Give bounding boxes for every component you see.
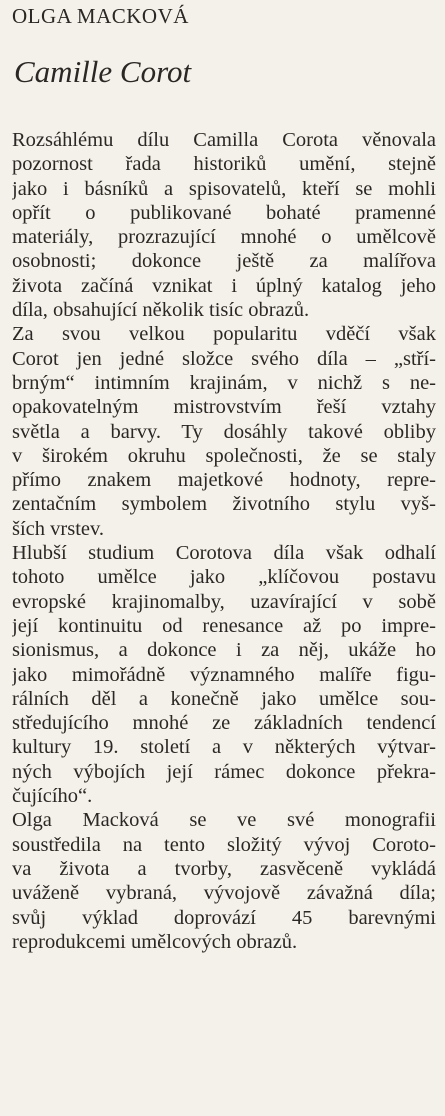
text-line: čujícího“. <box>12 785 93 808</box>
text-line: světla a barvy. Ty dosáhly takové obliby <box>12 420 436 443</box>
text-line: uváženě vybraná, vývojově závažná díla; <box>12 882 436 905</box>
text-line: jako i básníků a spisovatelů, kteří se mohli <box>12 177 436 200</box>
text-line: Za svou velkou popularitu vděčí však <box>12 323 436 346</box>
text-line: středujícího mnohé ze základních tendencí <box>12 712 436 735</box>
blurb-text <box>12 128 436 954</box>
text-line: svůj výklad doprovází 45 barevnými <box>12 906 436 929</box>
text-line: ších vrstev. <box>12 517 105 540</box>
book-title: Camille Corot <box>14 54 192 89</box>
text-line: tohoto umělce jako „klíčovou postavu <box>12 566 436 589</box>
text-line: zentačním symbolem životního stylu vyš- <box>12 493 436 516</box>
text-line: Hlubší studium Corotova díla však odhalí <box>12 542 436 565</box>
text-line: opakovatelným mistrovstvím řeší vztahy <box>12 396 436 419</box>
text-line: díla, obsahující několik tisíc obrazů. <box>12 299 310 322</box>
text-line: přímo znakem majetkové hodnoty, repre- <box>12 469 436 492</box>
text-line: kultury 19. století a v některých výtvar- <box>12 736 436 759</box>
text-line: evropské krajinomalby, uzavírající v sobě <box>12 590 436 613</box>
text-line: ných výbojích její rámec dokonce překra- <box>12 760 436 783</box>
text-line: života začíná vznikat i úplný katalog jeho <box>12 274 436 297</box>
text-line: reprodukcemi umělcových obrazů. <box>12 930 298 953</box>
text-line: Olga Macková se ve své monografii <box>12 809 436 832</box>
text-line: osobnosti; dokonce ještě za malířova <box>12 250 436 273</box>
author-name: OLGA MACKOVÁ <box>12 4 189 28</box>
text-line: její kontinuitu od renesance až po impre- <box>12 614 436 637</box>
text-line: sionismus, a dokonce i za něj, ukáže ho <box>12 639 436 662</box>
text-line: Rozsáhlému dílu Camilla Corota věnovala <box>12 129 436 151</box>
text-line: pozornost řada historiků umění, stejně <box>12 153 436 176</box>
text-line: opřít o publikované bohaté pramenné <box>12 201 436 224</box>
text-line: v širokém okruhu společnosti, že se staly <box>12 444 436 467</box>
text-line: rálních děl a konečně jako umělce sou- <box>12 687 436 710</box>
text-line: soustředila na tento složitý vývoj Coroto- <box>12 833 436 856</box>
text-line: materiály, prozrazující mnohé o umělcově <box>12 226 436 249</box>
text-line: brným“ intimním krajinám, v nichž s ne- <box>12 371 436 394</box>
text-line: va života a tvorby, zasvěceně vykládá <box>12 857 436 880</box>
text-line: jako mimořádně významného malíře figu- <box>12 663 436 686</box>
text-line: Corot jen jedné složce svého díla – „stří- <box>12 347 436 370</box>
